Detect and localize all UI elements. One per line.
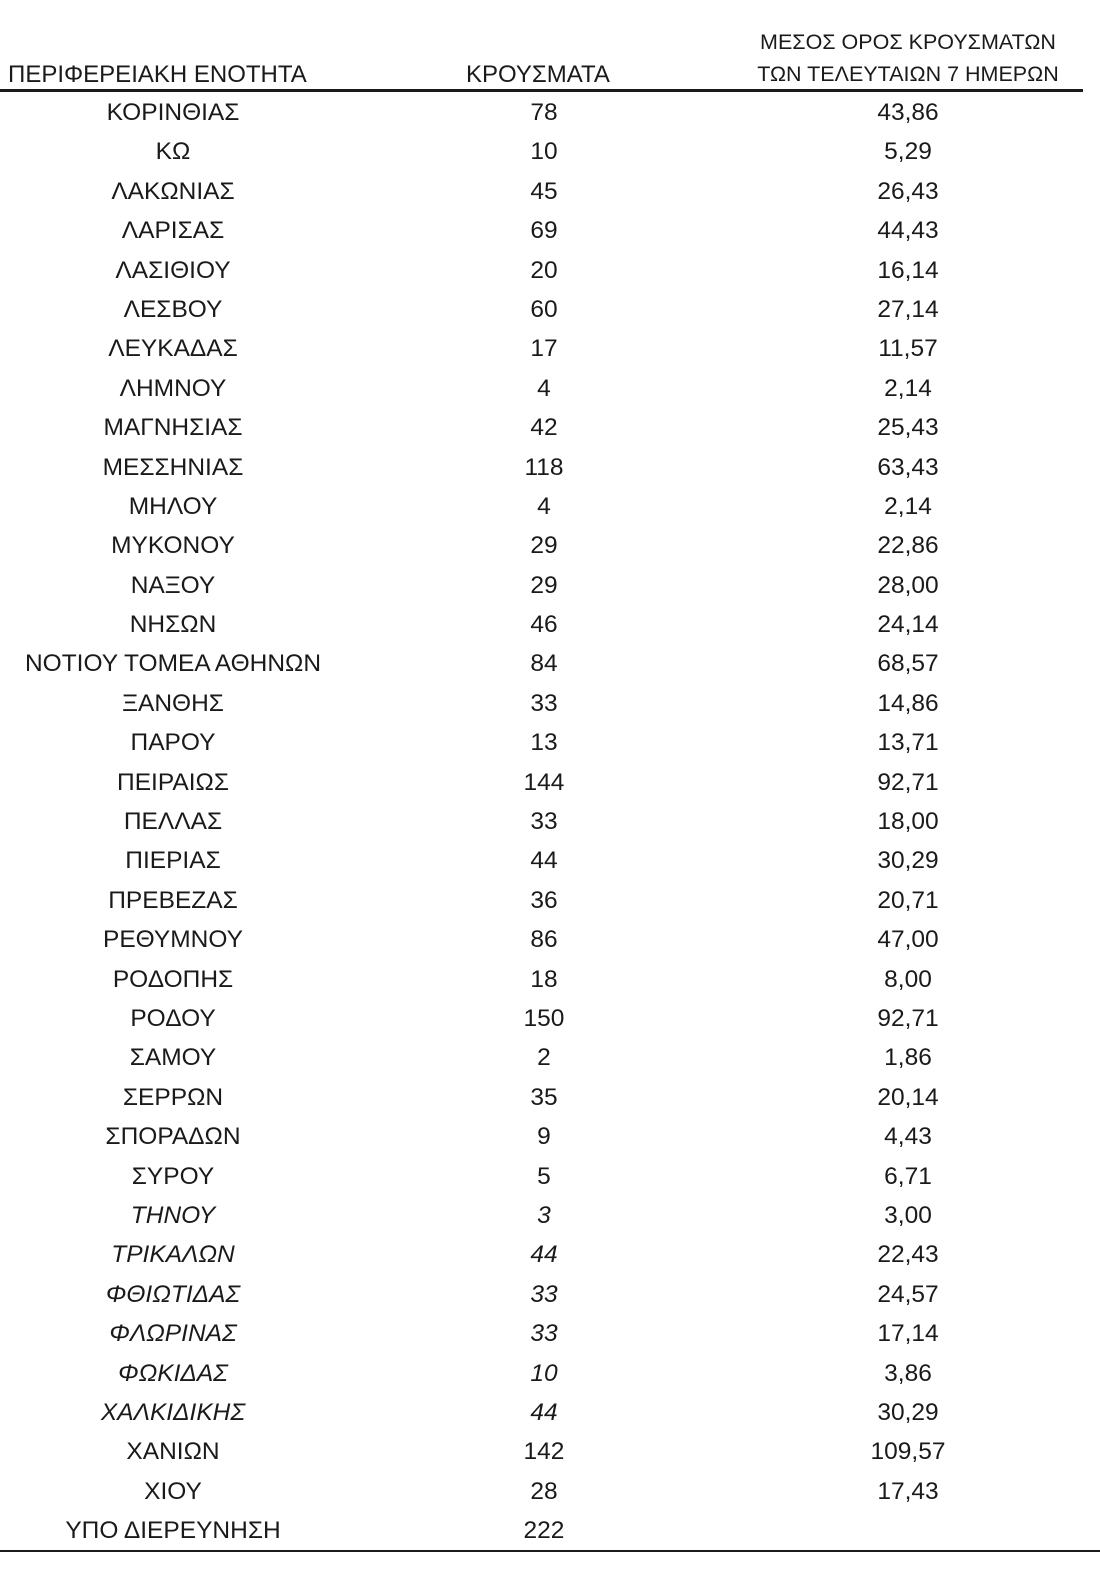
- table-row: [0, 920, 1100, 959]
- cell-cases: 78: [530, 99, 558, 126]
- cell-seven-day-average: 5,29: [884, 138, 932, 166]
- cell-seven-day-average: 16,14: [877, 256, 939, 284]
- cell-seven-day-average: 68,57: [877, 650, 939, 678]
- cell-cases: 86: [530, 926, 558, 954]
- cell-cases: 29: [530, 532, 558, 560]
- cell-region: ΤΡΙΚΑΛΩΝ: [111, 1241, 235, 1269]
- cell-seven-day-average: 24,57: [877, 1280, 939, 1308]
- cell-seven-day-average: 2,14: [884, 374, 932, 402]
- cell-seven-day-average: 13,71: [877, 729, 939, 757]
- cell-cases: 33: [530, 1320, 558, 1348]
- cell-region: ΜΑΓΝΗΣΙΑΣ: [103, 414, 243, 442]
- table-row: [0, 132, 1100, 171]
- cell-cases: 33: [530, 689, 558, 717]
- cell-cases: 33: [530, 808, 558, 836]
- cell-seven-day-average: 14,86: [877, 689, 939, 717]
- cell-region: ΝΑΞΟΥ: [130, 571, 216, 599]
- table-row: [0, 566, 1100, 605]
- cell-region: ΛΕΥΚΑΔΑΣ: [108, 335, 238, 363]
- table-row: [0, 290, 1100, 329]
- cell-seven-day-average: 6,71: [884, 1162, 932, 1190]
- cell-seven-day-average: 4,43: [884, 1123, 932, 1151]
- cell-region: ΚΟΡΙΝΘΙΑΣ: [106, 99, 240, 126]
- cell-cases: 2: [537, 1044, 551, 1072]
- cell-cases: 44: [530, 1398, 558, 1426]
- cell-region: ΛΗΜΝΟΥ: [119, 374, 227, 402]
- cell-region: ΧΙΟΥ: [144, 1477, 202, 1505]
- cell-cases: 5: [537, 1162, 551, 1190]
- cell-region: ΠΡΕΒΕΖΑΣ: [108, 886, 238, 914]
- cell-cases: 150: [523, 1004, 565, 1032]
- cell-region: ΡΟΔΟΥ: [130, 1004, 216, 1032]
- cell-cases: 69: [530, 217, 558, 245]
- table-row: [0, 1196, 1100, 1235]
- cell-seven-day-average: 11,57: [878, 335, 938, 363]
- cell-seven-day-average: 92,71: [877, 1004, 939, 1032]
- cell-seven-day-average: 17,43: [877, 1477, 939, 1505]
- cell-seven-day-average: 24,14: [877, 611, 939, 639]
- cell-seven-day-average: 2,14: [884, 492, 932, 520]
- table-row: [0, 1038, 1100, 1077]
- table-body: [0, 93, 1100, 1550]
- cell-region: ΡΕΘΥΜΝΟΥ: [102, 926, 243, 954]
- table-row: [0, 408, 1100, 447]
- cell-region: ΣΥΡΟΥ: [131, 1162, 215, 1190]
- cell-cases: 9: [537, 1123, 551, 1151]
- table-row: [0, 251, 1100, 290]
- cell-cases: 10: [530, 1359, 558, 1387]
- table-row: [0, 487, 1100, 526]
- cell-seven-day-average: 30,29: [877, 1398, 939, 1426]
- table-row: [0, 211, 1100, 250]
- cell-cases: 35: [530, 1083, 558, 1111]
- cell-region: ΠΕΙΡΑΙΩΣ: [117, 768, 229, 796]
- cell-seven-day-average: 22,86: [877, 532, 939, 560]
- table-row: [0, 1235, 1100, 1274]
- cell-region: ΦΩΚΙΔΑΣ: [118, 1359, 228, 1387]
- cell-region: ΜΕΣΣΗΝΙΑΣ: [102, 453, 244, 481]
- table-row: [0, 999, 1100, 1038]
- cell-region: ΛΑΣΙΘΙΟΥ: [115, 256, 231, 284]
- table-row: [0, 1314, 1100, 1353]
- cell-region: ΥΠΟ ΔΙΕΡΕΥΝΗΣΗ: [65, 1517, 281, 1545]
- cell-region: ΛΑΚΩΝΙΑΣ: [111, 177, 235, 205]
- cell-seven-day-average: 22,43: [877, 1241, 939, 1269]
- cell-region: ΠΕΛΛΑΣ: [123, 808, 223, 836]
- cell-seven-day-average: 47,00: [877, 926, 939, 954]
- cell-cases: 29: [530, 571, 558, 599]
- table-row: [0, 1275, 1100, 1314]
- header-region: ΠΕΡΙΦΕΡΕΙΑΚΗ ΕΝΟΤΗΤΑ: [8, 61, 307, 88]
- cell-cases: 20: [530, 256, 558, 284]
- cell-cases: 42: [530, 414, 558, 442]
- cell-cases: 13: [530, 729, 558, 757]
- cell-cases: 45: [530, 177, 558, 205]
- table-row: [0, 763, 1100, 802]
- header-avg-line-2: ΤΩΝ ΤΕΛΕΥΤΑΙΩΝ 7 ΗΜΕΡΩΝ: [757, 62, 1059, 86]
- cell-cases: 142: [523, 1438, 565, 1466]
- cell-region: ΧΑΛΚΙΔΙΚΗΣ: [100, 1398, 246, 1426]
- table-row: [0, 605, 1100, 644]
- cell-cases: 44: [530, 847, 558, 875]
- cell-region: ΝΟΤΙΟΥ ΤΟΜΕΑ ΑΘΗΝΩΝ: [24, 650, 322, 678]
- cell-cases: 222: [523, 1517, 565, 1545]
- cell-cases: 44: [530, 1241, 558, 1269]
- cell-cases: 10: [530, 138, 558, 166]
- table-row: [0, 1511, 1100, 1550]
- table-row: [0, 960, 1100, 999]
- cell-cases: 46: [530, 611, 558, 639]
- header-rule: [0, 89, 1083, 92]
- cell-region: ΛΕΣΒΟΥ: [123, 295, 223, 323]
- cell-seven-day-average: 63,43: [877, 453, 939, 481]
- cell-seven-day-average: 8,00: [884, 965, 932, 993]
- table-row: [0, 1393, 1100, 1432]
- cell-seven-day-average: 26,43: [877, 177, 939, 205]
- cell-cases: 4: [537, 492, 551, 520]
- cell-region: ΜΗΛΟΥ: [128, 492, 218, 520]
- table-row: [0, 172, 1100, 211]
- cell-cases: 28: [530, 1477, 558, 1505]
- header-avg-line-1: ΜΕΣΟΣ ΟΡΟΣ ΚΡΟΥΣΜΑΤΩΝ: [760, 30, 1056, 54]
- cell-seven-day-average: 43,86: [877, 99, 939, 126]
- cell-seven-day-average: 30,29: [877, 847, 939, 875]
- footer-rule: [0, 1550, 1100, 1552]
- table-row: [0, 1432, 1100, 1471]
- table-row: [0, 1078, 1100, 1117]
- cell-cases: 36: [530, 886, 558, 914]
- cell-region: ΦΘΙΩΤΙΔΑΣ: [105, 1280, 241, 1308]
- cell-region: ΣΑΜΟΥ: [129, 1044, 217, 1072]
- table-row: [0, 881, 1100, 920]
- table-row: [0, 93, 1100, 132]
- cell-cases: 118: [524, 453, 564, 481]
- table-row: [0, 369, 1100, 408]
- cell-cases: 144: [523, 768, 565, 796]
- cell-region: ΞΑΝΘΗΣ: [122, 689, 224, 717]
- cell-cases: 60: [530, 295, 558, 323]
- table-row: [0, 841, 1100, 880]
- table-row: [0, 684, 1100, 723]
- cell-seven-day-average: 18,00: [877, 808, 939, 836]
- cell-seven-day-average: 1,86: [884, 1044, 932, 1072]
- cell-seven-day-average: 25,43: [877, 414, 939, 442]
- table-row: [0, 448, 1100, 487]
- cell-seven-day-average: 3,86: [884, 1359, 932, 1387]
- table-row: [0, 1354, 1100, 1393]
- cell-region: ΜΥΚΟΝΟΥ: [111, 532, 235, 560]
- cell-region: ΦΛΩΡΙΝΑΣ: [109, 1320, 237, 1348]
- cell-seven-day-average: 17,14: [877, 1320, 939, 1348]
- cell-seven-day-average: 20,14: [877, 1083, 939, 1111]
- cell-seven-day-average: 44,43: [877, 217, 939, 245]
- cell-cases: 84: [530, 650, 558, 678]
- cell-seven-day-average: 109,57: [870, 1438, 946, 1466]
- cell-cases: 18: [530, 965, 558, 993]
- table-row: [0, 1472, 1100, 1511]
- cell-region: ΣΕΡΡΩΝ: [122, 1083, 224, 1111]
- cell-region: ΚΩ: [155, 138, 191, 166]
- cell-region: ΠΙΕΡΙΑΣ: [125, 847, 221, 875]
- cell-seven-day-average: 20,71: [877, 886, 939, 914]
- cell-region: ΝΗΣΩΝ: [129, 611, 217, 639]
- table-row: [0, 644, 1100, 683]
- cell-region: ΧΑΝΙΩΝ: [126, 1438, 220, 1466]
- cell-region: ΣΠΟΡΑΔΩΝ: [105, 1123, 241, 1151]
- cell-region: ΠΑΡΟΥ: [130, 729, 216, 757]
- table-header: [0, 0, 1100, 92]
- cell-region: ΤΗΝΟΥ: [130, 1201, 216, 1229]
- cell-cases: 17: [530, 335, 558, 363]
- cell-region: ΛΑΡΙΣΑΣ: [121, 217, 225, 245]
- cell-cases: 4: [537, 374, 551, 402]
- table-row: [0, 329, 1100, 368]
- table-row: [0, 1117, 1100, 1156]
- cell-seven-day-average: 28,00: [877, 571, 939, 599]
- cell-seven-day-average: 3,00: [884, 1201, 932, 1229]
- table-row: [0, 802, 1100, 841]
- cell-cases: 3: [537, 1201, 551, 1229]
- table-row: [0, 526, 1100, 565]
- cell-cases: 33: [530, 1280, 558, 1308]
- header-cases: ΚΡΟΥΣΜΑΤΑ: [466, 61, 610, 88]
- table-row: [0, 1157, 1100, 1196]
- cell-seven-day-average: 27,14: [877, 295, 939, 323]
- table-row: [0, 723, 1100, 762]
- cell-region: ΡΟΔΟΠΗΣ: [112, 965, 234, 993]
- cell-seven-day-average: 92,71: [877, 768, 939, 796]
- header-seven-day-average: [742, 26, 1074, 90]
